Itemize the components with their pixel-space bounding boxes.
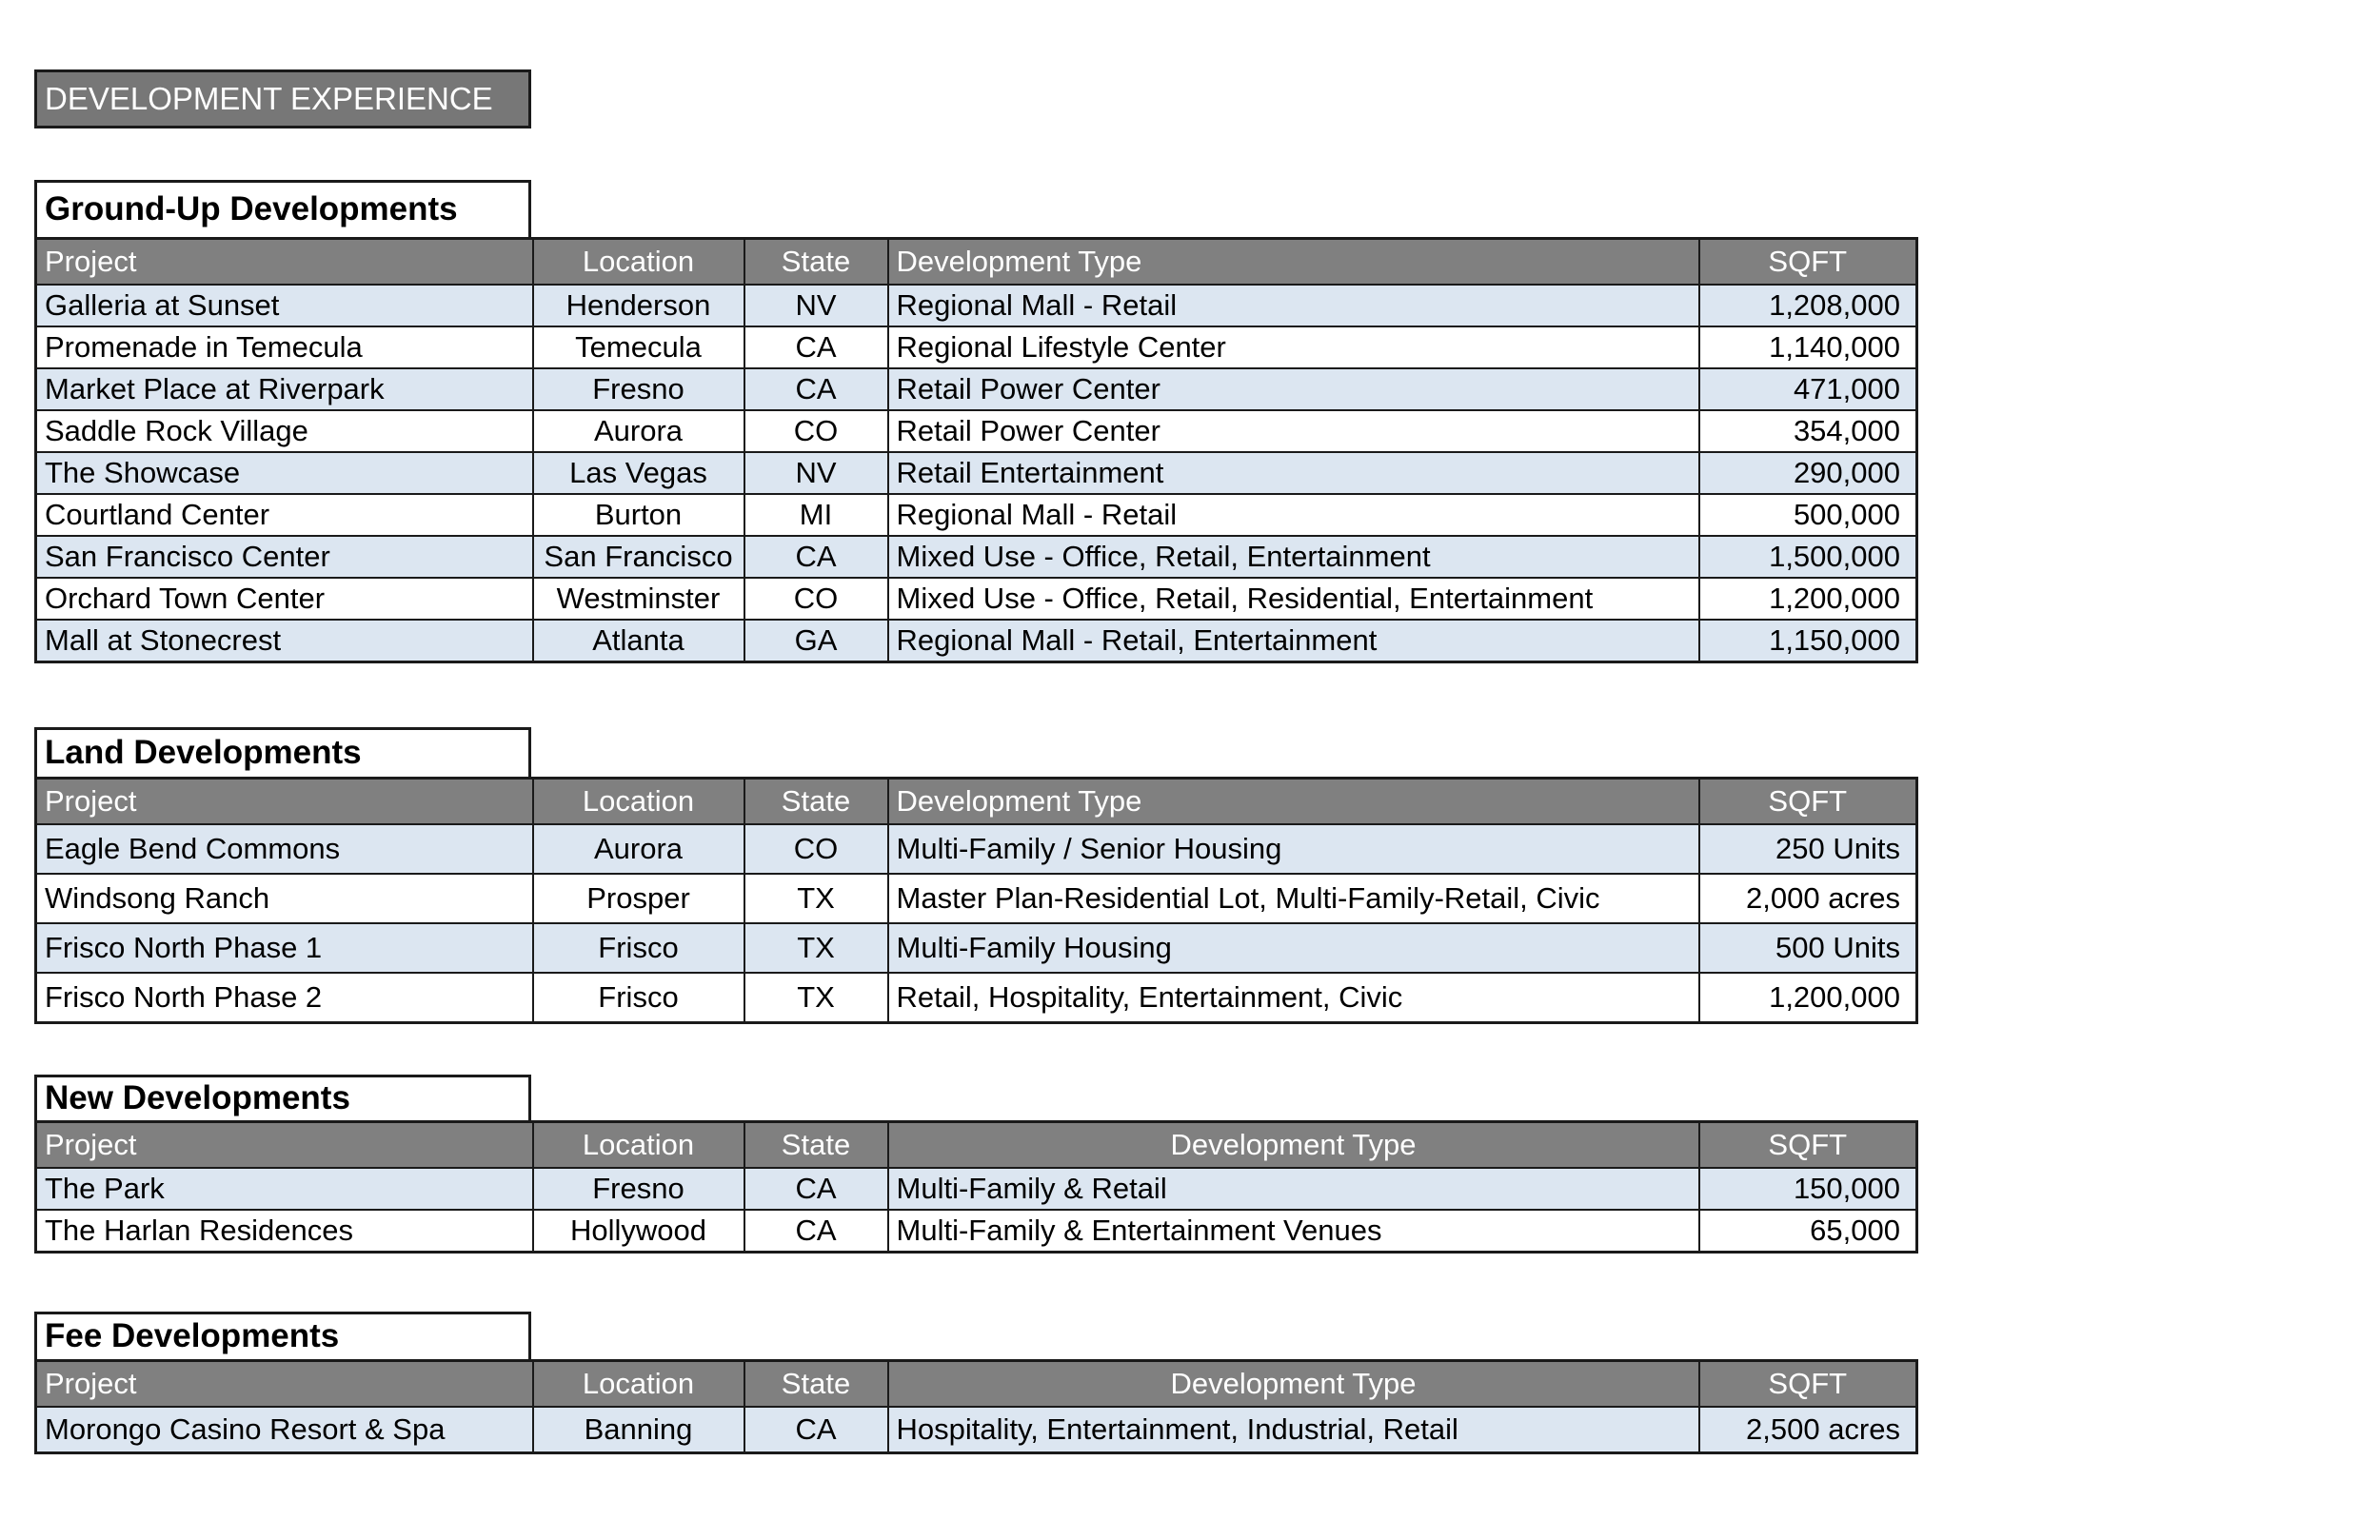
cell-sqft: 150,000 (1699, 1168, 1917, 1210)
cell-location: Henderson (533, 285, 744, 326)
cell-location: Aurora (533, 410, 744, 452)
cell-development-type: Regional Lifestyle Center (888, 326, 1699, 368)
cell-sqft: 354,000 (1699, 410, 1917, 452)
section-title: Ground-Up Developments (34, 180, 531, 237)
col-header-sqft: SQFT (1699, 779, 1917, 825)
cell-development-type: Mixed Use - Office, Retail, Entertainment (888, 536, 1699, 578)
cell-sqft: 500 Units (1699, 923, 1917, 973)
table-row (36, 536, 1917, 578)
col-header-type: Development Type (888, 779, 1699, 825)
col-header-location: Location (533, 239, 744, 286)
cell-location: Burton (533, 494, 744, 536)
cell-sqft: 2,500 acres (1699, 1407, 1917, 1452)
section-title: Land Developments (34, 727, 531, 777)
cell-development-type: Master Plan-Residential Lot, Multi-Family-Retail, Civic (888, 874, 1699, 923)
cell-sqft: 250 Units (1699, 824, 1917, 874)
cell-development-type: Retail Power Center (888, 368, 1699, 410)
new-table (34, 1120, 1918, 1254)
section-fee (34, 1312, 1915, 1454)
cell-state: GA (744, 620, 888, 661)
header-row (36, 1361, 1917, 1408)
col-header-location: Location (533, 779, 744, 825)
header-row (36, 1122, 1917, 1169)
col-header-type: Development Type (888, 1361, 1699, 1408)
cell-project: Promenade in Temecula (36, 326, 533, 368)
cell-development-type: Mixed Use - Office, Retail, Residential, Entertainment (888, 578, 1699, 620)
cell-location: Frisco (533, 973, 744, 1022)
cell-state: TX (744, 874, 888, 923)
cell-state: CA (744, 536, 888, 578)
cell-project: Market Place at Riverpark (36, 368, 533, 410)
cell-state: CA (744, 1210, 888, 1252)
cell-sqft: 2,000 acres (1699, 874, 1917, 923)
cell-sqft: 471,000 (1699, 368, 1917, 410)
cell-sqft: 1,150,000 (1699, 620, 1917, 661)
cell-project: Frisco North Phase 1 (36, 923, 533, 973)
col-header-state: State (744, 1122, 888, 1169)
cell-sqft: 1,208,000 (1699, 285, 1917, 326)
cell-sqft: 290,000 (1699, 452, 1917, 494)
table-row (36, 973, 1917, 1022)
cell-location: San Francisco (533, 536, 744, 578)
col-header-project: Project (36, 239, 533, 286)
cell-project: Windsong Ranch (36, 874, 533, 923)
cell-location: Aurora (533, 824, 744, 874)
cell-location: Fresno (533, 1168, 744, 1210)
cell-development-type: Retail Entertainment (888, 452, 1699, 494)
cell-location: Westminster (533, 578, 744, 620)
col-header-type: Development Type (888, 1122, 1699, 1169)
cell-development-type: Regional Mall - Retail (888, 494, 1699, 536)
cell-project: Eagle Bend Commons (36, 824, 533, 874)
col-header-state: State (744, 1361, 888, 1408)
col-header-location: Location (533, 1361, 744, 1408)
cell-development-type: Multi-Family & Entertainment Venues (888, 1210, 1699, 1252)
cell-state: CO (744, 410, 888, 452)
cell-state: CA (744, 326, 888, 368)
table-row (36, 494, 1917, 536)
section-ground-up (34, 180, 1915, 663)
section-land (34, 727, 1915, 1024)
fee-table (34, 1359, 1918, 1454)
cell-project: Saddle Rock Village (36, 410, 533, 452)
cell-project: Orchard Town Center (36, 578, 533, 620)
col-header-project: Project (36, 779, 533, 825)
cell-development-type: Multi-Family & Retail (888, 1168, 1699, 1210)
col-header-sqft: SQFT (1699, 1361, 1917, 1408)
cell-location: Fresno (533, 368, 744, 410)
col-header-state: State (744, 779, 888, 825)
cell-sqft: 65,000 (1699, 1210, 1917, 1252)
cell-state: CA (744, 1168, 888, 1210)
table-row (36, 1168, 1917, 1210)
cell-state: TX (744, 923, 888, 973)
cell-project: Frisco North Phase 2 (36, 973, 533, 1022)
cell-sqft: 1,140,000 (1699, 326, 1917, 368)
cell-location: Hollywood (533, 1210, 744, 1252)
cell-development-type: Regional Mall - Retail, Entertainment (888, 620, 1699, 661)
section-title: Fee Developments (34, 1312, 531, 1359)
cell-state: MI (744, 494, 888, 536)
header-row (36, 779, 1917, 825)
cell-project: San Francisco Center (36, 536, 533, 578)
col-header-location: Location (533, 1122, 744, 1169)
col-header-sqft: SQFT (1699, 1122, 1917, 1169)
table-row (36, 1210, 1917, 1252)
table-row (36, 1407, 1917, 1452)
cell-project: Galleria at Sunset (36, 285, 533, 326)
cell-project: The Showcase (36, 452, 533, 494)
table-row (36, 368, 1917, 410)
cell-sqft: 500,000 (1699, 494, 1917, 536)
table-row (36, 452, 1917, 494)
col-header-project: Project (36, 1122, 533, 1169)
cell-state: NV (744, 452, 888, 494)
cell-location: Banning (533, 1407, 744, 1452)
cell-project: The Park (36, 1168, 533, 1210)
cell-location: Las Vegas (533, 452, 744, 494)
table-row (36, 410, 1917, 452)
col-header-sqft: SQFT (1699, 239, 1917, 286)
cell-location: Prosper (533, 874, 744, 923)
cell-development-type: Multi-Family / Senior Housing (888, 824, 1699, 874)
table-row (36, 285, 1917, 326)
cell-state: TX (744, 973, 888, 1022)
table-row (36, 620, 1917, 661)
cell-sqft: 1,500,000 (1699, 536, 1917, 578)
col-header-type: Development Type (888, 239, 1699, 286)
cell-location: Temecula (533, 326, 744, 368)
cell-project: The Harlan Residences (36, 1210, 533, 1252)
header-row (36, 239, 1917, 286)
cell-development-type: Retail, Hospitality, Entertainment, Civic (888, 973, 1699, 1022)
table-row (36, 824, 1917, 874)
cell-location: Atlanta (533, 620, 744, 661)
cell-project: Courtland Center (36, 494, 533, 536)
cell-state: CA (744, 1407, 888, 1452)
section-new (34, 1075, 1915, 1254)
cell-state: NV (744, 285, 888, 326)
land-table (34, 777, 1918, 1024)
table-row (36, 326, 1917, 368)
cell-state: CA (744, 368, 888, 410)
cell-project: Morongo Casino Resort & Spa (36, 1407, 533, 1452)
table-row (36, 923, 1917, 973)
cell-state: CO (744, 578, 888, 620)
cell-sqft: 1,200,000 (1699, 973, 1917, 1022)
cell-location: Frisco (533, 923, 744, 973)
col-header-state: State (744, 239, 888, 286)
table-row (36, 578, 1917, 620)
cell-development-type: Retail Power Center (888, 410, 1699, 452)
cell-state: CO (744, 824, 888, 874)
cell-sqft: 1,200,000 (1699, 578, 1917, 620)
page-banner: DEVELOPMENT EXPERIENCE (34, 69, 531, 128)
cell-development-type: Multi-Family Housing (888, 923, 1699, 973)
section-title: New Developments (34, 1075, 531, 1120)
ground-up-table (34, 237, 1918, 663)
cell-development-type: Regional Mall - Retail (888, 285, 1699, 326)
cell-development-type: Hospitality, Entertainment, Industrial, Retail (888, 1407, 1699, 1452)
cell-project: Mall at Stonecrest (36, 620, 533, 661)
table-row (36, 874, 1917, 923)
col-header-project: Project (36, 1361, 533, 1408)
